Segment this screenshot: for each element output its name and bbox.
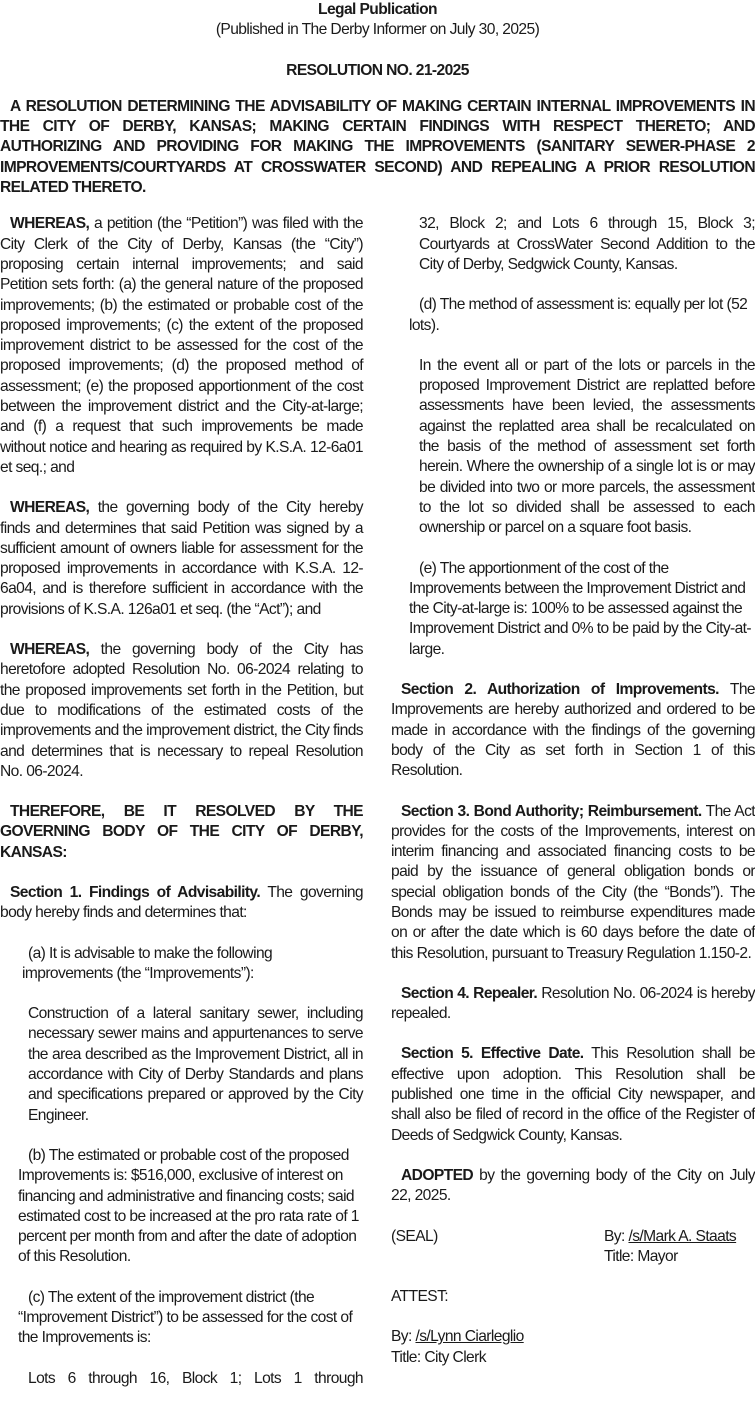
therefore-clause: THEREFORE, BE IT RESOLVED BY THE GOVERNING BODY OF THE CITY OF DERBY, KANSAS: [0, 803, 363, 861]
mayor-signature: /s/Mark A. Staats [628, 1227, 737, 1245]
section-4: Section 4. Repealer. Resolution No. 06-2024 is hereby repealed. [391, 984, 755, 1023]
published-note: (Published in The Derby Informer on July 30, 2025) [215, 21, 540, 39]
clerk-signature: /s/Lynn Ciarleglio [415, 1328, 524, 1346]
body-columns [0, 214, 755, 1409]
whereas-2: WHEREAS, the governing body of the City hereby finds and determines that said Petition was signed by a sufficient amount of owners liable for assessment for the proposed improvements in accordance with K.S.A. 12-6a04, and is therefore sufficient in accordance with the provisions of K.S.A. 126a01 et seq. (the “Act”); and [0, 499, 363, 618]
item-e: (e) The apportionment of the cost of the Improvements between the Improvement District and the City-at-large is: 100% to be assessed against the Improvement District and 0% to be paid by the City-at-large. [409, 559, 752, 658]
header [0, 0, 755, 198]
whereas-3: WHEREAS, the governing body of the City has heretofore adopted Resolution No. 06-2024 relating to the proposed improvements set forth in the Petition, but due to modifications of the estimated costs of the improvements and the improvement district, the City finds and determines that is necessary to repeal Resolution No. 06-2024. [0, 641, 363, 780]
mayor-title: Title: Mayor [604, 1247, 678, 1265]
replat-provision: In the event all or part of the lots or parcels in the proposed Improvement District are replatted before assessments have been levied, the assessments against the replatted area shall be recalculated on the basis of the method of assessment set forth herein. Where the ownership of a single lot is or may be divided into two or more parcels, the assessment to the lot so divided shall be assessed to each ownership or parcel on a square foot basis. [419, 356, 755, 537]
item-a: (a) It is advisable to make the following improvements (the “Improvements”): [22, 944, 273, 982]
mayor-signature-block: By: /s/Mark A. Staats Title: Mayor [604, 1227, 737, 1265]
signature-row [391, 1227, 755, 1268]
section-5: Section 5. Effective Date. This Resolution shall be effective upon adoption. This Resolution shall be published one time in the official City newspaper, and shall also be filed of record in the office of the Register of Deeds of Sedgwick County, Kansas. [391, 1045, 755, 1144]
resolution-number: RESOLUTION NO. 21-2025 [286, 61, 469, 79]
lots-description: Lots 6 through 16, Block 1; Lots 1 through [28, 1369, 363, 1387]
right-column [391, 214, 755, 1409]
attest-label: ATTEST: [391, 1288, 449, 1306]
item-b: (b) The estimated or probable cost of the proposed Improvements is: $516,000, exclusive of interest on financing and administrative and financing costs; said estimated cost to be increased at the pro rata rate of 1 percent per month from and after the date of adoption of this Resolution. [18, 1146, 359, 1266]
adopted-statement: ADOPTED by the governing body of the City on July 22, 2025. [391, 1166, 755, 1205]
clerk-signature-block: By: /s/Lynn Ciarleglio Title: City Clerk [391, 1328, 524, 1366]
publication-title: Legal Publication [318, 1, 437, 18]
clerk-title: Title: City Clerk [391, 1348, 486, 1366]
seal-label: (SEAL) [391, 1227, 438, 1245]
item-c: (c) The extent of the improvement district (the “Improvement District”) to be assessed for the cost of the Improvements is: [18, 1288, 353, 1347]
item-d: (d) The method of assessment is: equally per lot (52 lots). [409, 296, 748, 334]
resolution-caption: A RESOLUTION DETERMINING THE ADVISABILITY OF MAKING CERTAIN INTERNAL IMPROVEMENTS IN THE CITY OF DERBY, KANSAS; MAKING CERTAIN FINDINGS WITH RESPECT THERETO; AND AUTHORIZING AND PROVIDING FOR MAKING THE IMPROVEMENTS (SANITARY SEWER-PHASE 2 IMPROVEMENTS/COURTYARDS AT CROSSWATER SECOND) AND REPEALING A PRIOR RESOLUTION RELATED THERETO. [0, 97, 755, 197]
construction-description: Construction of a lateral sanitary sewer, including necessary sewer mains and appurtenances to serve the area described as the Improvement District, all in accordance with City of Derby Standards and plans and specifications prepared or approved by the City Engineer. [28, 1005, 363, 1124]
lots-description-continued: 32, Block 2; and Lots 6 through 15, Block 3; Courtyards at CrossWater Second Addition to the City of Derby, Sedgwick County, Kansas. [419, 215, 755, 273]
section-3: Section 3. Bond Authority; Reimbursement. The Act provides for the costs of the Improvements, interest on interim financing and associated financing costs to be paid by the issuance of general obligation bonds or special obligation bonds of the City (the “Bonds”). The Bonds may be issued to reimburse expenditures made on or after the date which is 60 days before the date of this Resolution, pursuant to Treasury Regulation 1.150-2. [391, 802, 755, 962]
section-1: Section 1. Findings of Advisability. The governing body hereby finds and determines that: [0, 883, 364, 922]
left-column [0, 214, 363, 1409]
section-2: Section 2. Authorization of Improvements. The Improvements are hereby authorized and ordered to be made in accordance with the findings of the governing body of the City as set forth in Section 1 of this Resolution. [391, 681, 755, 780]
whereas-1: WHEREAS, a petition (the “Petition”) was filed with the City Clerk of the City of Derby, Kansas (the “City”) proposing certain internal improvements; and said Petition sets forth: (a) the general nature of the proposed improvements; (b) the estimated or probable cost of the proposed improvements; (c) the extent of the proposed improvement district to be assessed for the cost of the proposed improvements; (d) the proposed method of assessment; (e) the proposed apportionment of the cost between the improvement district and the City-at-large; and (f) a request that such improvements be made without notice and hearing as required by K.S.A. 12-6a01 et seq.; and [0, 215, 363, 476]
